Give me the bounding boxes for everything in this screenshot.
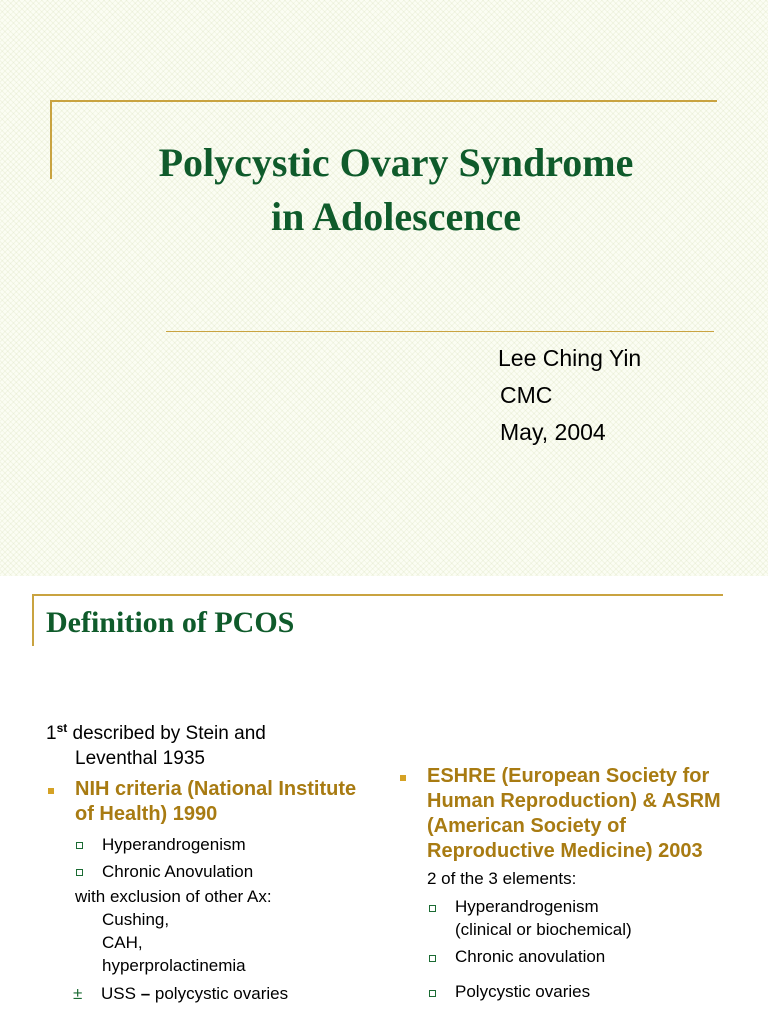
subtitle-divider <box>166 331 714 332</box>
slide-title: Definition of PCOS <box>46 606 295 639</box>
author-organization: CMC <box>500 382 553 408</box>
eshre-item-text: Chronic anovulation <box>455 947 606 966</box>
plus-minus-icon: ± <box>73 984 83 1003</box>
intro-text <box>46 716 366 771</box>
title-line-2: in Adolescence <box>271 194 521 239</box>
intro-rest: described by Stein and <box>67 723 266 744</box>
exclusion-item: hyperprolactinemia <box>102 956 246 975</box>
nih-heading-text: NIH criteria (National Institute of Health) 1990 <box>75 778 357 825</box>
uss-text-a: USS <box>101 984 141 1003</box>
decorative-horizontal-rule <box>32 594 723 596</box>
uss-item <box>46 981 366 1007</box>
eshre-heading-text: ESHRE (European Society for Human Reproduction) & ASRM (American Society of Reproductive Medicine) 2003 <box>427 765 721 862</box>
nih-item-text: Chronic Anovulation <box>102 862 254 881</box>
intro-prefix: 1 <box>46 723 57 744</box>
eshre-item-text: Polycystic ovaries <box>455 982 591 1001</box>
slide-title <box>80 136 712 244</box>
author-block <box>498 340 641 451</box>
decorative-horizontal-rule <box>50 100 717 102</box>
eshre-item-subtext: (clinical or biochemical) <box>455 920 632 939</box>
nih-criteria-heading <box>46 777 366 827</box>
intro-line-2: Leventhal 1935 <box>75 748 205 769</box>
exclusion-item: Cushing, <box>102 910 170 929</box>
right-column <box>398 764 738 1003</box>
decorative-vertical-rule <box>32 594 34 646</box>
author-name: Lee Ching Yin <box>498 345 642 371</box>
list-item <box>398 895 738 941</box>
hollow-square-bullet-icon <box>429 990 436 997</box>
presentation-date: May, 2004 <box>500 419 606 445</box>
list-item <box>398 945 738 968</box>
eshre-item-text: Hyperandrogenism <box>455 897 599 916</box>
intro-superscript: st <box>56 721 68 735</box>
exclusion-item: CAH, <box>102 933 143 952</box>
definition-slide <box>0 576 768 1024</box>
decorative-vertical-rule <box>50 100 52 179</box>
eshre-subtitle: 2 of the 3 elements: <box>427 869 577 888</box>
list-item <box>46 831 366 858</box>
square-bullet-icon <box>400 775 406 781</box>
uss-dash: – <box>140 984 151 1003</box>
left-column <box>46 716 366 1007</box>
list-item <box>46 858 366 885</box>
uss-text-b: polycystic ovaries <box>150 984 289 1003</box>
hollow-square-bullet-icon <box>76 842 83 849</box>
eshre-criteria-heading <box>398 764 738 864</box>
nih-item-text: Hyperandrogenism <box>102 835 246 854</box>
list-item <box>398 980 738 1003</box>
title-line-1: Polycystic Ovary Syndrome <box>158 140 634 185</box>
hollow-square-bullet-icon <box>429 955 436 962</box>
hollow-square-bullet-icon <box>76 869 83 876</box>
exclusion-label: with exclusion of other Ax: <box>75 887 272 906</box>
square-bullet-icon <box>48 788 54 794</box>
hollow-square-bullet-icon <box>429 905 436 912</box>
